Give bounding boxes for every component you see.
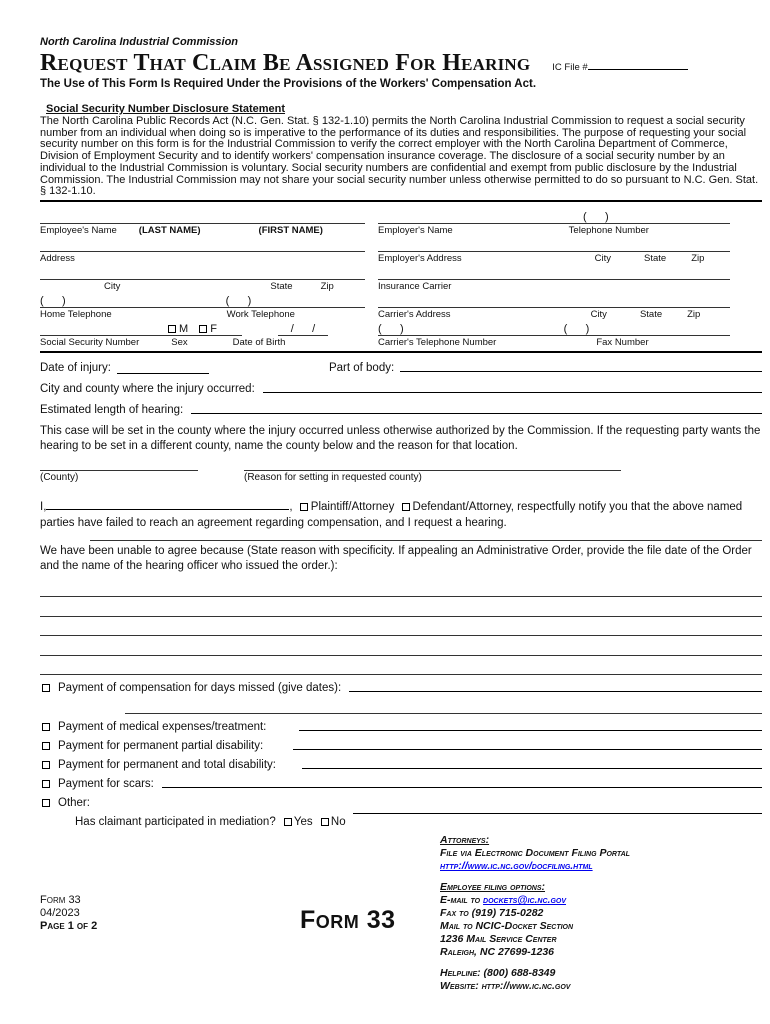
mediation-yes-checkbox[interactable] <box>284 818 292 826</box>
total-disability-label: Payment for permanent and total disability: <box>58 759 276 772</box>
hearing-length-field[interactable] <box>191 402 762 414</box>
carrier-state-label: State <box>639 308 663 320</box>
page-number: Page 1 of 2 <box>40 920 98 933</box>
county-note: This case will be set in the county where the injury occurred unless otherwise authorized by the Commission. If the requesting party wants the hearing to be set in a different county, name the county below and the reason for that location. <box>40 424 761 452</box>
reason-write-in-area <box>40 578 762 676</box>
employer-zip-label: Zip <box>691 252 705 264</box>
employer-area-code: ( ) <box>583 210 609 223</box>
other-checkbox[interactable] <box>42 799 50 807</box>
ssn-sex-field[interactable] <box>40 320 242 336</box>
last-name-label: (LAST NAME) <box>138 224 201 236</box>
helpline: Helpline: (800) 688-8349 <box>440 967 556 980</box>
fax-number-label: Fax Number <box>596 336 649 348</box>
county-block <box>40 470 198 483</box>
ic-file-label: IC File # <box>552 59 687 73</box>
email-instruction: E-mail to dockets@ic.nc.gov <box>440 894 567 907</box>
carrier-telephone-label: Carrier's Telephone Number <box>378 336 497 348</box>
partial-disability-label: Payment for permanent partial disability: <box>58 740 264 753</box>
scars-label: Payment for scars: <box>58 778 154 791</box>
ssn-label: Social Security Number <box>40 336 140 348</box>
medical-expenses-checkbox[interactable] <box>42 723 50 731</box>
employee-address-field[interactable] <box>40 236 365 252</box>
insurance-carrier-field[interactable] <box>378 264 730 280</box>
address-label: Address <box>40 252 75 264</box>
state-label: State <box>270 280 293 292</box>
first-name-label: (FIRST NAME) <box>258 224 323 236</box>
date-of-injury-label: Date of injury: <box>40 361 111 374</box>
mail-instruction-3: Raleigh, NC 27699-1236 <box>440 946 554 959</box>
party-info-grid <box>40 208 762 348</box>
employee-city-state-zip-field[interactable] <box>40 264 365 280</box>
other-label: Other: <box>58 797 90 810</box>
carrier-phone-fax-field[interactable] <box>378 320 730 336</box>
home-area-code: ( ) <box>40 294 66 307</box>
mail-instruction-2: 1236 Mail Service Center <box>440 933 557 946</box>
reason-block <box>244 470 621 483</box>
mail-instruction-1: Mail to NCIC-Docket Section <box>440 920 574 933</box>
other-field[interactable] <box>353 802 762 814</box>
female-checkbox[interactable] <box>199 325 207 333</box>
city-county-label: City and county where the injury occurred: <box>40 382 255 395</box>
plaintiff-attorney-checkbox[interactable] <box>300 503 308 511</box>
partial-disability-field[interactable] <box>293 738 762 750</box>
days-missed-field[interactable] <box>349 680 762 692</box>
fax-instruction: Fax to (919) 715-0282 <box>440 907 544 920</box>
write-in-line[interactable] <box>40 617 762 637</box>
agency-name: North Carolina Industrial Commission <box>40 36 239 48</box>
ssn-disclosure-body: The North Carolina Public Records Act (N.C. Gen. Stat. § 132-1.10) permits the North Carolina Industrial Commission to request a social security number from an individual when doing so is imperative to the performance of its duties and responsibilities. The purpose of requesting your social security number on this form is for the Industrial Commission to verify the correct employer with the North Carolina Department of Commerce, Division of Employment Security and to identify workers' compensation insurance coverage. The disclosure of a social security number by an individual to the Industrial Commission is voluntary. Social security numbers are confidential and exempt from public disclosure by the Industrial Commission. The Industrial Commission may not share your social security number unless otherwise permitted to do so pursuant to N.C. Gen. Stat. § 132-1.10. <box>40 115 759 198</box>
write-in-line[interactable] <box>40 578 762 598</box>
fax-area-code: ( ) <box>563 322 590 335</box>
city-label: City <box>104 280 121 292</box>
work-telephone-label: Work Telephone <box>226 308 295 320</box>
date-of-injury-field[interactable] <box>117 363 209 374</box>
employer-name-field[interactable] <box>378 208 730 224</box>
days-missed-label: Payment of compensation for days missed (give dates): <box>58 682 342 695</box>
mediation-question: Has claimant participated in mediation? Yes No <box>75 816 346 829</box>
county-caption: (County) <box>40 471 79 483</box>
days-missed-continuation-field[interactable] <box>125 702 762 714</box>
part-of-body-field[interactable] <box>400 360 762 372</box>
sex-label: Sex <box>171 336 188 348</box>
portal-link[interactable]: http://www.ic.nc.gov/docfiling.html <box>440 860 593 873</box>
website: Website: http://www.ic.nc.gov <box>440 980 571 993</box>
telephone-number-label: Telephone Number <box>568 224 649 236</box>
section-divider <box>40 200 762 202</box>
sex-checkboxes: M F <box>168 323 217 335</box>
unable-to-agree-text: We have been unable to agree because (State reason with specificity. If appealing an Administrative Order, provide the file date of the Order and the name of the hearing officer who issued the order.): <box>40 544 752 572</box>
dob-slashes: / / <box>290 322 316 335</box>
carrier-area-code: ( ) <box>378 322 404 335</box>
divider-line <box>90 540 762 541</box>
ssn-disclosure-heading: Social Security Number Disclosure Statement <box>46 103 286 115</box>
total-disability-field[interactable] <box>302 757 762 769</box>
scars-checkbox[interactable] <box>42 780 50 788</box>
medical-expenses-label: Payment of medical expenses/treatment: <box>58 721 267 734</box>
write-in-line[interactable] <box>40 597 762 617</box>
footer-region <box>40 834 762 1024</box>
home-telephone-label: Home Telephone <box>40 308 112 320</box>
defendant-attorney-label: Defendant/Attorney <box>412 500 511 513</box>
employer-address-field[interactable] <box>378 236 730 252</box>
section-divider <box>40 351 762 353</box>
form-subtitle: The Use of This Form Is Required Under the Provisions of the Workers' Compensation Act. <box>40 78 537 90</box>
male-checkbox[interactable] <box>168 325 176 333</box>
employer-name-label: Employer's Name <box>378 224 453 236</box>
email-link[interactable]: dockets@ic.nc.gov <box>483 894 567 907</box>
employee-phones-field[interactable] <box>40 292 365 308</box>
portal-instruction: File via Electronic Document Filing Portal <box>440 847 630 860</box>
mediation-no-checkbox[interactable] <box>321 818 329 826</box>
requester-name-field[interactable] <box>46 499 289 510</box>
write-in-line[interactable] <box>40 636 762 656</box>
medical-expenses-field[interactable] <box>299 719 762 731</box>
days-missed-checkbox[interactable] <box>42 684 50 692</box>
employer-city-label: City <box>594 252 612 264</box>
ic-file-field[interactable] <box>588 59 688 70</box>
dob-field[interactable] <box>278 320 328 336</box>
zip-label: Zip <box>320 280 334 292</box>
employer-address-label: Employer's Address <box>378 252 462 264</box>
employee-name-field[interactable] <box>40 208 365 224</box>
hearing-length-label: Estimated length of hearing: <box>40 403 184 416</box>
form-revision: 04/2023 <box>40 907 80 920</box>
claims-checklist <box>40 682 762 828</box>
carrier-city-label: City <box>590 308 607 320</box>
form-number: Form 33 <box>40 894 81 907</box>
attorneys-heading: Attorneys: <box>440 834 490 847</box>
employee-filing-heading: Employee filing options: <box>440 881 546 894</box>
work-area-code: ( ) <box>225 294 252 307</box>
carrier-zip-label: Zip <box>687 308 701 320</box>
insurance-carrier-label: Insurance Carrier <box>378 280 452 292</box>
plaintiff-attorney-label: Plaintiff/Attorney <box>310 500 395 513</box>
request-statement: I, , Plaintiff/Attorney Defendant/Attorney, respectfully notify you that the above named parties have failed to reach an agreement regarding compensation, and I request a hearing. <box>40 500 743 529</box>
form-33-stamp: Form 33 <box>300 906 396 935</box>
partial-disability-checkbox[interactable] <box>42 742 50 750</box>
scars-field[interactable] <box>162 776 762 788</box>
total-disability-checkbox[interactable] <box>42 761 50 769</box>
dob-label: Date of Birth <box>232 336 286 348</box>
city-county-field[interactable] <box>263 381 762 393</box>
employee-name-label: Employee's Name <box>40 224 117 236</box>
carrier-address-field[interactable] <box>378 292 730 308</box>
employer-state-label: State <box>644 252 667 264</box>
filing-instructions <box>440 834 630 993</box>
page-title: Request That Claim Be Assigned For Hearing <box>40 50 531 76</box>
write-in-line[interactable] <box>40 656 762 676</box>
carrier-address-label: Carrier's Address <box>378 308 451 320</box>
form-identifier <box>40 894 97 933</box>
reason-caption: (Reason for setting in requested county) <box>244 471 422 483</box>
defendant-attorney-checkbox[interactable] <box>402 503 410 511</box>
part-of-body-label: Part of body: <box>328 361 395 374</box>
